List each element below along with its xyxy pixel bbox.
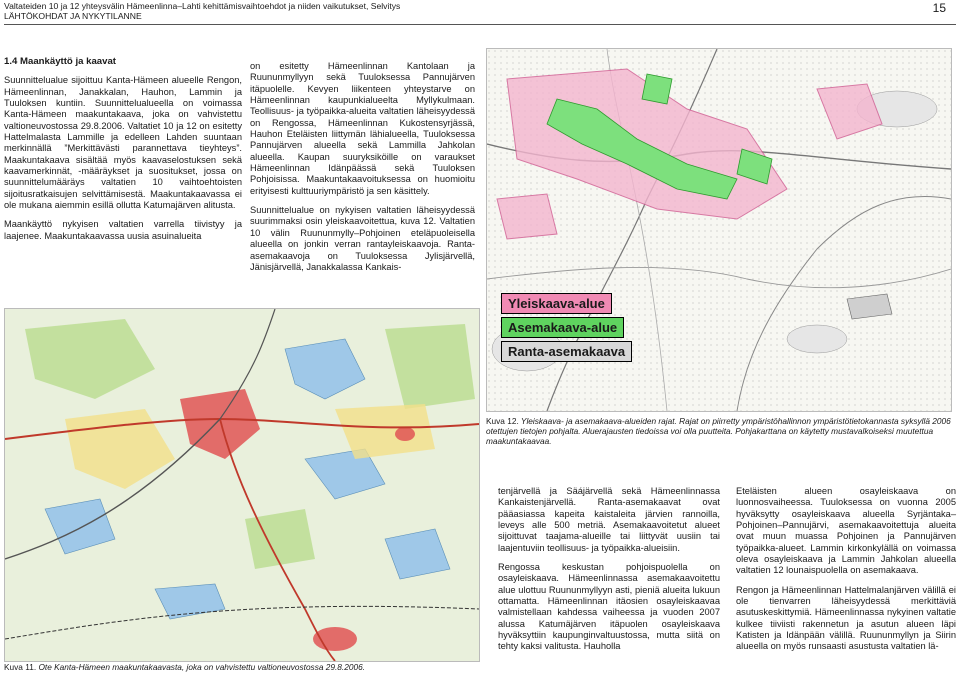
legend-asemakaava: Asemakaava-alue [501, 317, 624, 338]
bottom-text-column-2 [736, 486, 956, 661]
legend-yleiskaava: Yleiskaava-alue [501, 293, 612, 314]
paragraph: Maankäyttö nykyisen valtatien varrella tiivistyy ja laajenee. Maakuntakaavassa uusia asuinalueita [4, 219, 242, 241]
map-figure-11 [5, 309, 479, 661]
paragraph: Eteläisten alueen osayleiskaava on luonnosvaiheessa. Tuuloksessa on vuonna 2005 hyväksytty osayleiskaava alueella Syrjäntaka–Pohjoinen–Pannujärvi, asemakaavoitettuja alueita ovat muun muassa Pohjoinen ja Pannujärven työpaikka-alueet. Lammin kirkonkylällä on voimassa oleva osayleiskaava ja Lammin Jahkolan alueella valtatien 12 lounaispuolella on asemakaava. [736, 486, 956, 576]
page-header [0, 0, 960, 22]
header-divider [4, 24, 956, 25]
paragraph: Rengossa keskustan pohjoispuolella on osayleiskaava. Hämeenlinnassa asemakaavoitettu alue ulottuu Ruununmyllyyn asti, pieniä alueita lukuun ottamatta. Hämeenlinnan itäosien osayleiskaavaa valmistellaan kahdessa vaiheessa ja vuoden 2007 alussa Katumäjärven itäpuolen osayleiskaava hyväksyttiin kaupunginvaltuustossa, mutta siitä on tehty kaksi valitusta. Hauholla [498, 562, 720, 652]
plan-boundaries-map [486, 48, 952, 412]
bottom-text-column-1 [498, 486, 720, 661]
legend-ranta-asemakaava: Ranta-asemakaava [501, 341, 632, 362]
caption-label: Kuva 12. [486, 416, 519, 426]
caption-text: Yleiskaava- ja asemakaava-alueiden rajat. Rajat on piirretty ympäristöhallinnon ympäristötietokannasta syksyllä 2006 otettujen tietojen pohjalta. Aluerajausten tiedoissa voi olla puutteita. Pohjakarttana on käytetty mustavalkoiseksi muutettua maakuntakaavaa. [486, 416, 951, 446]
paragraph: Suunnittelualue sijoittuu Kanta-Hämeen alueelle Rengon, Hämeenlinnan, Janakkalan, Hauhon, Lammin ja Tuuloksen kuntiin. Suunnittelualueella on voimassa Kanta-Hämeen maakuntakaava, joka on vahvistettu valtioneuvostossa 29.8.2006. Valtatiet 10 ja 12 on esitetty Hattelmalasta Lammille ja edelleen Lahden suuntaan merkinnällä ”Merkittävästi parannettava tieyhteys”. Maakuntakaava sisältää myös kaavaselostuksen sekä kaavamerkinnät, -määräykset ja suositukset, jossa on suunnittelumääräys valtatien 10 vaihtoehtoisten sijoitusratkaisujen selvittämisestä. Maakuntakaavassa ei ole mukana aiemmin esillä ollutta Katumajärven alitusta. [4, 75, 242, 211]
middle-text-column [250, 61, 475, 281]
header-subtitle: LÄHTÖKOHDAT JA NYKYTILANNE [4, 11, 142, 21]
paragraph: on esitetty Hämeenlinnan Kantolaan ja Ruununmyllyyn sekä Tuuloksessa Pannujärven itäpuolelle. Kevyen liikenteen yhteystarve on Hämeenlinnan kaupunkialueelta Myllykulmaan. Teollisuus- ja työpaikka-alueita valtatien läheisyydessä on Rengossa, Hämeenlinnan Kukostensyrjässä, Hauhon Eteläisten liittymän lähialueella, Tuuloksessa Pannujärven alueella sekä Lammilla Jahkolan alueella. Kaupan suuryksiköille on varaukset Hämeenlinnan Idänpäässä sekä Tuuloksen Pohjoisissa. Maakuntakaavoituksessa on huomioitu erityisesti kulttuuriympäristö ja sen käsittely. [250, 61, 475, 196]
caption-label: Kuva 11. [4, 662, 37, 672]
figure-11-caption [4, 662, 474, 672]
paragraph: Rengon ja Hämeenlinnan Hattelmalanjärven välillä ei ole tienvarren läheisyydessä merkittäviä asutuskeskittymiä. Hämeenlinnassa nykyinen valtatie kulkee tiiviisti rakennetun ja asutun alueen läpi Katisten ja Idänpään välillä. Ruununmyllyn ja Siirin alueella on myös runsaasti asustusta valtatien lä- [736, 584, 956, 652]
page-number: 15 [932, 1, 946, 15]
caption-text: Ote Kanta-Hämeen maakuntakaavasta, joka on vahvistettu valtioneuvostossa 29.8.2006. [36, 662, 365, 672]
regional-plan-map [4, 308, 480, 662]
header-title: Valtateiden 10 ja 12 yhteysvälin Hämeenlinna–Lahti kehittämisvaihtoehdot ja niiden vaikutukset, Selvitys [4, 1, 401, 11]
left-text-column [4, 56, 242, 250]
section-heading: 1.4 Maankäyttö ja kaavat [4, 56, 116, 67]
paragraph: tenjärvellä ja Säájärvellä sekä Hämeenlinnassa Kankaistenjärvellä. Ranta-asemakaavat ovat pääasiassa kapeita kaistaleita järvien rannoilla, leveys alle 500 metriä. Asemakaavoitetut alueet sijoittuvat taajama-alueille tai liittyvät uusiin tai laajentuviin teollisuus- ja työpaikka-alueisiin. [498, 486, 720, 553]
paragraph: Suunnittelualue on nykyisen valtatien läheisyydessä suurimmaksi osin yleiskaavoitettua, kuva 12. Valtatien 10 välin Ruununmylly–Pohjoinen eteläpuoleisella alueella on jonkin verran rantayleiskaavoja. Ranta-asemakaavoja on Tuuloksessa Jylisjärvellä, Jänisjärvellä, Janakkalassa Kankais- [250, 205, 475, 272]
figure-12-caption [486, 416, 952, 446]
